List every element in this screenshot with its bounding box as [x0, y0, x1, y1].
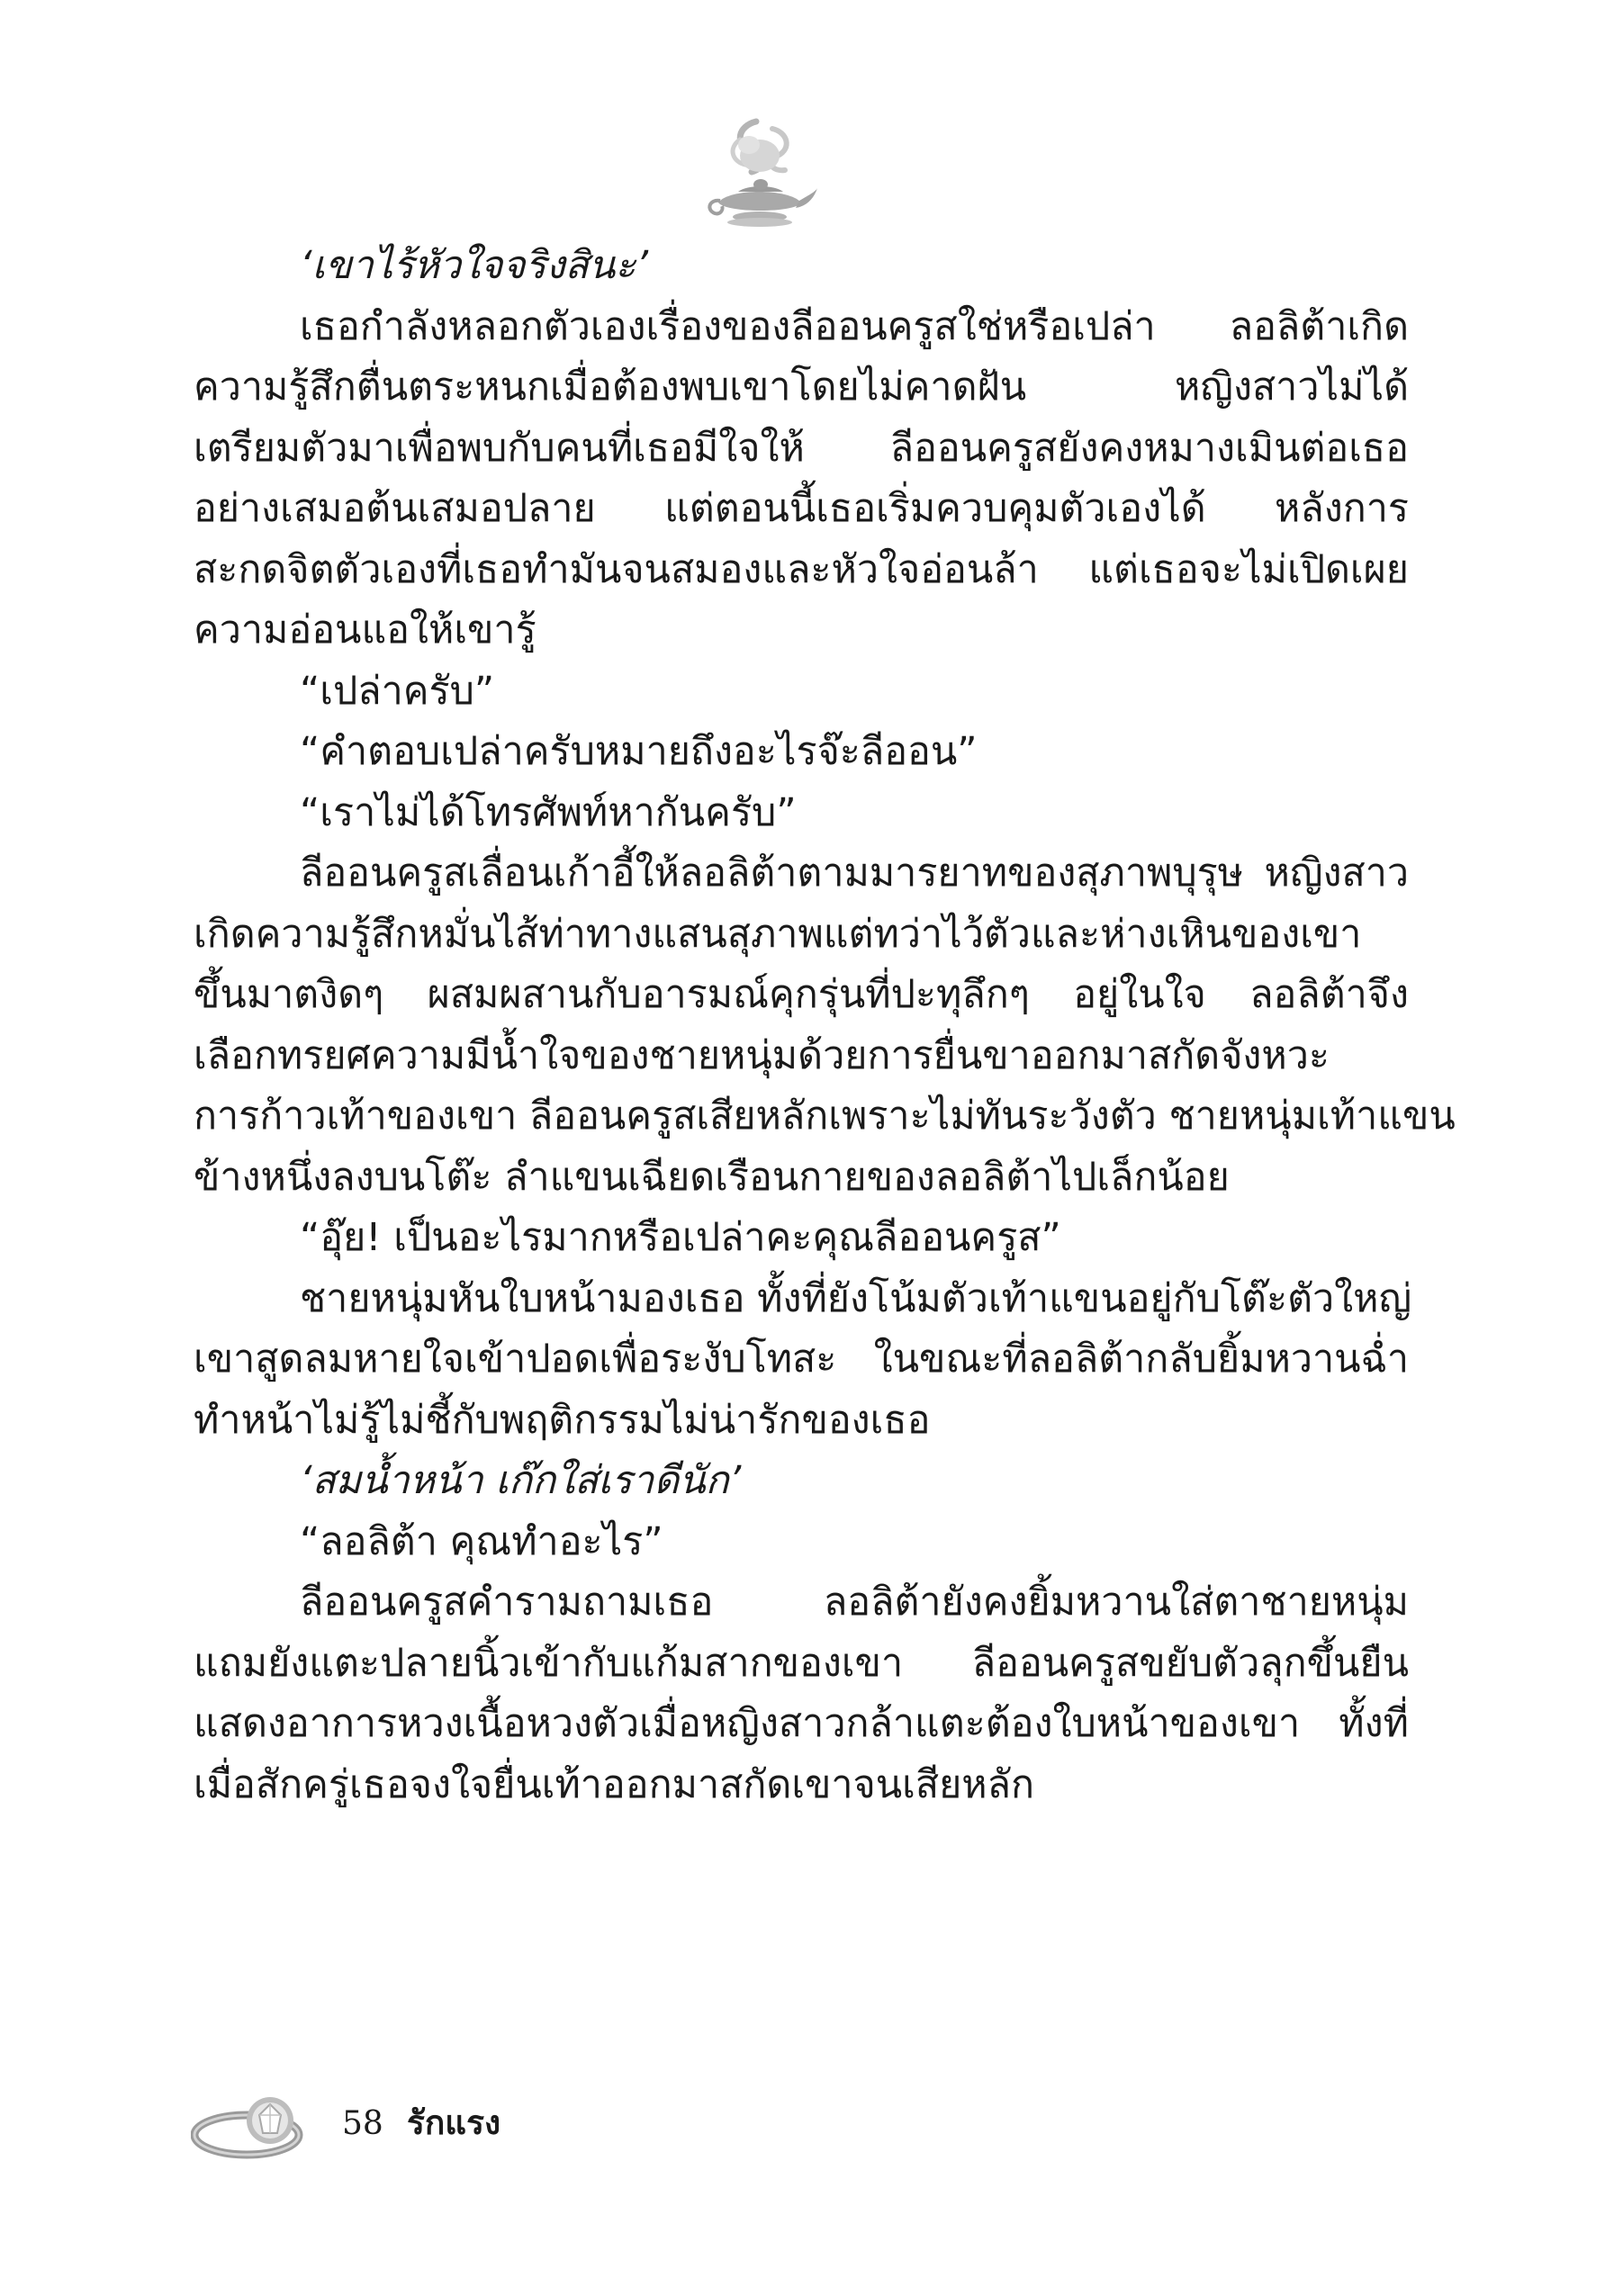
text-line: ชายหนุ่มหันใบหน้ามองเธอ ทั้งที่ยังโน้มตัวเท้าแขนอยู่กับโต๊ะตัวใหญ่: [300, 1275, 1412, 1321]
text-line: เลือกทรยศความมีน้ำใจของชายหนุ่มด้วยการยื่นขาออกมาสกัดจังหวะ: [194, 1032, 1330, 1078]
text-line: ขึ้นมาตงิดๆ ผสมผสานกับอารมณ์คุกรุ่นที่ปะทุลึกๆ อยู่ในใจ ลอลิต้าจึง: [194, 972, 1409, 1017]
text-line: “ลอลิต้า คุณทำอะไร”: [300, 1518, 663, 1564]
text-line: ‘สมน้ำหน้า เก๊กใส่เราดีนัก’: [300, 1458, 742, 1503]
text-line: “เปล่าครับ”: [300, 668, 495, 714]
text-line: อย่างเสมอต้นเสมอปลาย แต่ตอนนี้เธอเริ่มควบคุมตัวเองได้ หลังการ: [194, 486, 1409, 531]
text-line: เกิดความรู้สึกหมั่นไส้ท่าทางแสนสุภาพแต่ทว่าไว้ตัวและห่างเหินของเขา: [194, 911, 1362, 957]
text-line: แสดงอาการหวงเนื้อหวงตัวเมื่อหญิงสาวกล้าแตะต้องใบหน้าของเขา ทั้งที่: [194, 1701, 1409, 1746]
text-line: ความอ่อนแอให้เขารู้: [194, 608, 537, 653]
text-line: ความรู้สึกตื่นตระหนกเมื่อต้องพบเขาโดยไม่คาดฝัน หญิงสาวไม่ได้: [194, 365, 1409, 410]
text-line: ข้างหนึ่งลงบนโต๊ะ ลำแขนเฉียดเรือนกายของลอลิต้าไปเล็กน้อย: [194, 1154, 1230, 1200]
page-footer: [191, 2079, 641, 2178]
text-line: ลีออนครูสคำรามถามเธอ ลอลิต้ายังคงยิ้มหวานใส่ตาชายหนุ่ม: [300, 1580, 1409, 1625]
body-text: [194, 236, 1456, 1815]
text-line: เธอกำลังหลอกตัวเองเรื่องของลีออนครูสใช่หรือเปล่า ลอลิต้าเกิด: [300, 303, 1409, 349]
text-line: เขาสูดลมหายใจเข้าปอดเพื่อระงับโทสะ ในขณะที่ลอลิต้ากลับยิ้มหวานฉ่ำ: [194, 1337, 1409, 1382]
text-line: ลีออนครูสเลื่อนเก้าอี้ให้ลอลิต้าตามมารยาทของสุภาพบุรุษ หญิงสาว: [300, 851, 1409, 896]
genie-lamp-icon: [702, 113, 819, 239]
text-line: การก้าวเท้าของเขา ลีออนครูสเสียหลักเพราะไม่ทันระวังตัว ชายหนุ่มเท้าแขน: [194, 1094, 1456, 1139]
text-line: “คำตอบเปล่าครับหมายถึงอะไรจ๊ะลีออน”: [300, 729, 978, 774]
text-line: “อุ๊ย! เป็นอะไรมากหรือเปล่าคะคุณลีออนครูส”: [300, 1215, 1061, 1260]
text-line: เตรียมตัวมาเพื่อพบกับคนที่เธอมีใจให้ ลีออนครูสยังคงหมางเมินต่อเธอ: [194, 425, 1409, 471]
diamond-ring-icon: [191, 2079, 326, 2169]
text-line: เมื่อสักครู่เธอจงใจยื่นเท้าออกมาสกัดเขาจนเสียหลัก: [194, 1761, 1035, 1807]
book-title: รักแรง: [407, 2103, 501, 2142]
text-line: สะกดจิตตัวเองที่เธอทำมันจนสมองและหัวใจอ่อนล้า แต่เธอจะไม่เปิดเผย: [194, 546, 1409, 592]
page-number: 58: [342, 2105, 383, 2142]
text-line: ‘เขาไร้หัวใจจริงสินะ’: [300, 243, 648, 288]
text-line: แถมยังแตะปลายนิ้วเข้ากับแก้มสากของเขา ลีออนครูสขยับตัวลุกขึ้นยืน: [194, 1640, 1409, 1686]
text-line: ทำหน้าไม่รู้ไม่ชี้กับพฤติกรรมไม่น่ารักของเธอ: [194, 1397, 931, 1443]
text-line: “เราไม่ได้โทรศัพท์หากันครับ”: [300, 789, 797, 835]
